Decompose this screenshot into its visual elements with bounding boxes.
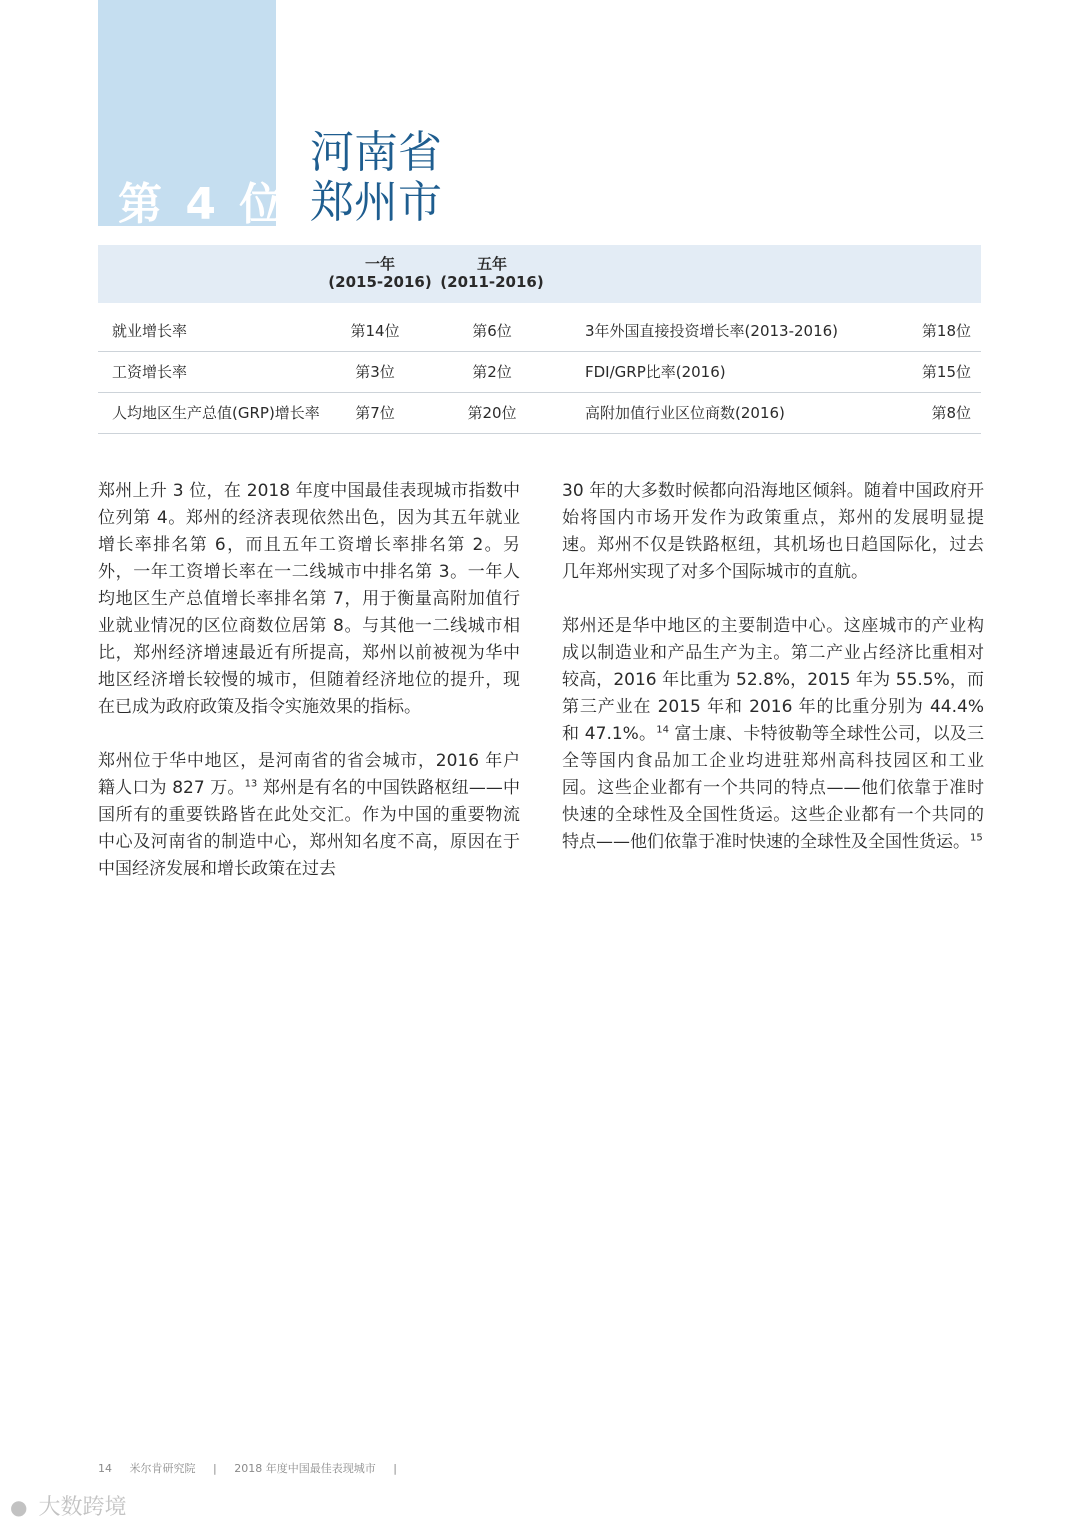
row-label-secondary: 3年外国直接投资增长率(2013-2016) [585, 322, 839, 340]
province-name: 河南省 [310, 127, 442, 178]
body-column-left [98, 478, 520, 910]
paragraph: 30 年的大多数时候都向沿海地区倾斜。随着中国政府开始将国内市场开发作为政策重点，郑州的发展明显提速。郑州不仅是铁路枢纽，其机场也日趋国际化，过去几年郑州实现了对多个国际城市的直航。 [562, 481, 984, 582]
row-value-secondary: 第18位 [921, 322, 971, 340]
header-one-year-label: 一年 [364, 255, 395, 273]
page-number: 14 [98, 1462, 112, 1475]
row-label: 人均地区生产总值(GRP)增长率 [112, 404, 320, 422]
stats-table-header [98, 245, 981, 303]
footnote-ref[interactable]: 14 [656, 724, 669, 736]
footer-separator: | [213, 1462, 217, 1475]
watermark [10, 1490, 126, 1521]
page-footer [98, 1460, 411, 1476]
footer-report-title: 2018 年度中国最佳表现城市 [234, 1462, 376, 1475]
row-label-secondary: FDI/GRP比率(2016) [585, 363, 726, 381]
header-one-year [320, 255, 440, 291]
paragraph-text: 富士康、卡特彼勒等全球性公司，以及三全等国内食品加工企业均进驻郑州高科技园区和工业园。这些企业都有一个共同的特点——他们依靠于准时快速的全球性及全国性货运。这些企业都有一个共同的特点——他们依靠于准时快速的全球性及全国性货运。 [562, 724, 984, 852]
city-name: 郑州市 [310, 177, 442, 228]
footer-separator: | [393, 1462, 397, 1475]
paragraph-text: 郑州位于华中地区，是河南省的省会城市，2016 年户籍人口为 827 万。 [98, 751, 520, 798]
paragraph [98, 748, 520, 883]
row-label: 就业增长率 [112, 322, 188, 340]
header-five-year-label: 五年 [476, 255, 507, 273]
row-five-year: 第20位 [467, 404, 517, 422]
row-one-year: 第3位 [355, 363, 395, 381]
weibo-icon: ● [10, 1495, 28, 1519]
watermark-text: 大数跨境 [38, 1495, 127, 1520]
row-five-year: 第6位 [472, 322, 512, 340]
footnote-ref[interactable]: 15 [970, 832, 983, 844]
footer-org: 米尔肯研究院 [129, 1462, 196, 1475]
row-label: 工资增长率 [112, 363, 188, 381]
footnote-ref[interactable]: 13 [244, 778, 258, 790]
row-value-secondary: 第8位 [931, 404, 971, 422]
paragraph [562, 613, 984, 856]
paragraph: 郑州上升 3 位，在 2018 年度中国最佳表现城市指数中位列第 4。郑州的经济表现依然出色，因为其五年就业增长率排名第 6，而且五年工资增长率排名第 2。另外，一年工资增长率在一二线城市中排名第 3。一年人均地区生产总值增长率排名第 7，用于衡量高附加值行业就业情况的区位商数位居第 8。与其他一二线城市相比，郑州经济增速最近有所提高，郑州以前被视为华中地区经济增长较慢的城市，但随着经济地位的提升，现在已成为政府政策及指令实施效果的指标。 [98, 481, 520, 717]
table-row [98, 311, 981, 352]
row-one-year: 第7位 [355, 404, 395, 422]
paragraph-text: 郑州还是华中地区的主要制造中心。这座城市的产业构成以制造业和产品生产为主。第二产业占经济比重相对较高，2016 年比重为 52.8%，2015 年为 55.5%，而第三产业在 2015 年和 2016 年的比重分别为 44.4% 和 47.1%。 [562, 616, 984, 744]
row-five-year: 第2位 [472, 363, 512, 381]
header-one-year-range: (2015-2016) [328, 273, 432, 291]
rank-label: 第 4 位 [118, 179, 288, 230]
paragraph-text: 郑州是有名的中国铁路枢纽——中国所有的重要铁路皆在此处交汇。作为中国的重要物流中心及河南省的制造中心，郑州知名度不高，原因在于中国经济发展和增长政策在过去 [98, 778, 520, 879]
header-five-year-range: (2011-2016) [440, 273, 544, 291]
table-row [98, 393, 981, 434]
row-one-year: 第14位 [350, 322, 400, 340]
body-column-right [562, 478, 984, 883]
row-label-secondary: 高附加值行业区位商数(2016) [585, 404, 785, 422]
header-five-year [432, 255, 552, 291]
table-row [98, 352, 981, 393]
city-title [310, 128, 442, 228]
row-value-secondary: 第15位 [921, 363, 971, 381]
